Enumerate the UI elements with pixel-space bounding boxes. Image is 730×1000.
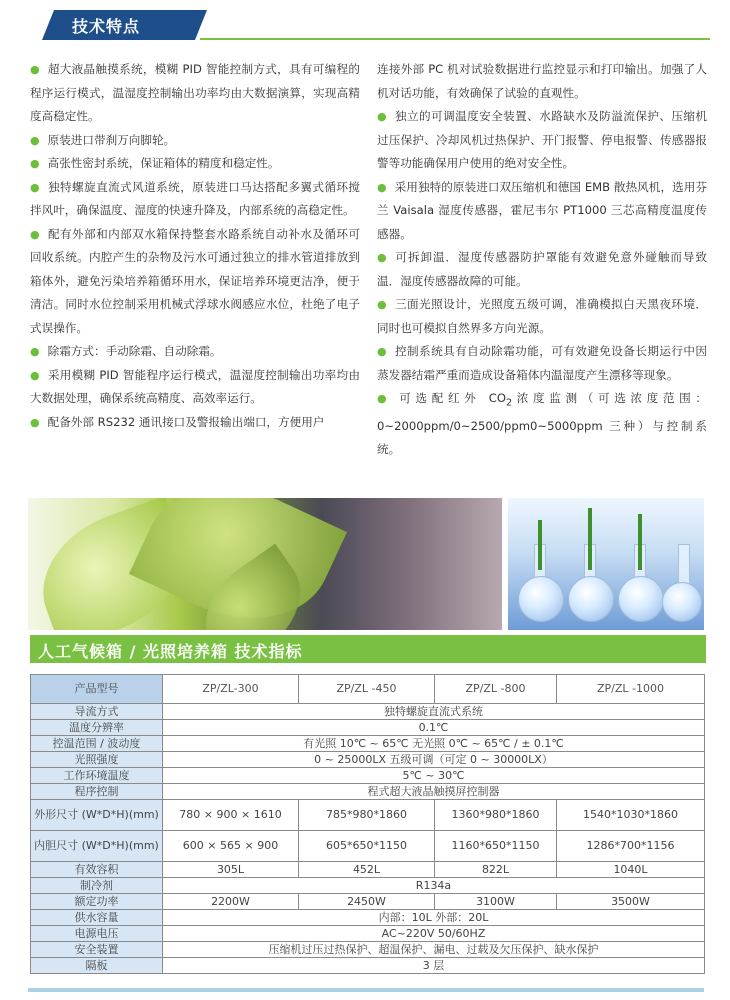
feature-item: ● 控制系统具有自动除霜功能，可有效避免设备长期运行中因蒸发器结霜严重而造成设备箱体内温湿度产生漂移等现象。 xyxy=(377,344,707,382)
feature-item: ● 采用独特的原装进口双压缩机和德国 EMB 散热风机，选用芬兰 Vaisala 湿度传感器，霍尼韦尔 PT1000 三芯高精度温度传感器。 xyxy=(377,179,707,241)
row-value: 2450W xyxy=(299,894,435,910)
row-label: 工作环境温度 xyxy=(31,768,163,784)
row-label: 外形尺寸 (W*D*H)(mm) xyxy=(31,800,163,831)
row-label: 安全装置 xyxy=(31,942,163,958)
feature-item: ● 超大液晶触摸系统，模糊 PID 智能控制方式，具有可编程的程序运行模式，温湿度控制输出功率均由大数据演算，实现高精度高稳定性。 xyxy=(30,62,360,123)
model-cell: ZP/ZL -450 xyxy=(299,675,435,704)
feature-item: ● 可拆卸温．湿度传感器防护罩能有效避免意外碰触而导致温．湿度传感器故障的可能。 xyxy=(377,250,707,288)
table-row xyxy=(31,831,705,862)
feature-item: ● 除霜方式：手动除霜、自动除霜。 xyxy=(30,344,222,358)
spec-table xyxy=(30,674,705,974)
feature-item: ● 原装进口带刹万向脚轮。 xyxy=(30,132,176,147)
leaf-photo xyxy=(28,498,502,630)
flask-icon xyxy=(662,582,702,622)
row-value: AC~220V 50/60HZ xyxy=(163,926,705,942)
feature-item: ● 配有外部和内部双水箱保持整套水路系统自动补水及循环可回收系统。内腔产生的杂物及污水可通过独立的排水管道排放到箱体外，避免污染培养箱循环用水，保证培养环境更洁净，便于清洁。同时水位控制采用机械式浮球水阀感应水位，杜绝了电子式误操作。 xyxy=(30,226,360,335)
row-value: 0.1℃ xyxy=(163,720,705,736)
table-row xyxy=(31,910,705,926)
bullet-icon: ● xyxy=(377,298,388,311)
bullet-icon: ● xyxy=(377,251,388,264)
feature-item: ● 独立的可调温度安全装置、水路缺水及防溢流保护、压缩机过压保护、冷却风机过热保护、开门报警、停电报警、传感器报警等功能确保用户使用的绝对安全性。 xyxy=(377,109,707,170)
row-value: 程式超大液晶触摸屏控制器 xyxy=(163,784,705,800)
feature-item: ● 配备外部 RS232 通讯接口及警报输出端口，方便用户 xyxy=(30,414,325,429)
bullet-icon: ● xyxy=(30,63,40,76)
bullet-icon: ● xyxy=(30,133,40,147)
row-label: 控温范围 / 波动度 xyxy=(31,736,163,752)
row-label: 供水容量 xyxy=(31,910,163,926)
row-value: 305L xyxy=(163,862,299,878)
row-label: 程序控制 xyxy=(31,784,163,800)
row-value: 600 × 565 × 900 xyxy=(163,831,299,862)
footer-rule xyxy=(28,988,704,992)
table-row xyxy=(31,878,705,894)
row-label: 隔板 xyxy=(31,958,163,974)
row-value: 3500W xyxy=(557,894,705,910)
feature-item-continued: 连接外部 PC 机对试验数据进行监控显示和打印输出。加强了人机对话功能，有效确保了试验的直观性。 xyxy=(377,62,707,100)
bullet-icon: ● xyxy=(30,345,40,358)
row-value: R134a xyxy=(163,878,705,894)
row-value: 内部：10L 外部：20L xyxy=(163,910,705,926)
row-value: 压缩机过压过热保护、超温保护、漏电、过载及欠压保护、缺水保护 xyxy=(163,942,705,958)
table-row xyxy=(31,736,705,752)
row-value: 1540*1030*1860 xyxy=(557,800,705,831)
sprout-shape xyxy=(638,514,642,570)
row-label: 电源电压 xyxy=(31,926,163,942)
model-cell: ZP/ZL -1000 xyxy=(557,675,705,704)
row-value: 780 × 900 × 1610 xyxy=(163,800,299,831)
row-label: 额定功率 xyxy=(31,894,163,910)
table-row xyxy=(31,942,705,958)
bullet-icon: ● xyxy=(377,345,388,358)
row-label: 导流方式 xyxy=(31,704,163,720)
row-value: 2200W xyxy=(163,894,299,910)
bullet-icon: ● xyxy=(30,180,41,194)
table-row xyxy=(31,862,705,878)
row-value: 5℃ ~ 30℃ xyxy=(163,768,705,784)
model-cell: ZP/ZL -800 xyxy=(435,675,557,704)
row-label: 光照强度 xyxy=(31,752,163,768)
section-header-rule xyxy=(200,38,710,40)
row-value: 独特螺旋直流式系统 xyxy=(163,704,705,720)
table-row xyxy=(31,720,705,736)
table-row xyxy=(31,894,705,910)
bullet-icon: ● xyxy=(30,157,40,170)
row-value: 1286*700*1156 xyxy=(557,831,705,862)
spec-title-bar xyxy=(30,635,706,663)
row-value: 452L xyxy=(299,862,435,878)
table-row xyxy=(31,926,705,942)
table-row xyxy=(31,958,705,974)
table-row xyxy=(31,768,705,784)
flask-neck xyxy=(678,544,690,586)
table-row xyxy=(31,675,705,704)
bullet-icon: ● xyxy=(377,180,387,194)
table-row xyxy=(31,784,705,800)
row-value: 785*980*1860 xyxy=(299,800,435,831)
table-row xyxy=(31,752,705,768)
row-value: 605*650*1150 xyxy=(299,831,435,862)
row-value: 有光照 10℃ ~ 65℃ 无光照 0℃ ~ 65℃ / ± 0.1℃ xyxy=(163,736,705,752)
bullet-icon: ● xyxy=(30,415,40,429)
feature-item: ● 独特螺旋直流式风道系统，原装进口马达搭配多翼式循环搅拌风叶，确保温度、湿度的快速升降及，内部系统的高稳定性。 xyxy=(30,179,360,217)
feature-item-co2: ● 可选配红外 $CO_2$浓度监测（可选浓度范围：0~2000ppm/0~2500/ppm0~5000ppm 三种）与控制系统。 xyxy=(377,391,707,457)
flask-icon xyxy=(518,576,564,622)
lab-flask-photo xyxy=(508,498,704,630)
spec-title: 人工气候箱 / 光照培养箱 技术指标 xyxy=(38,642,303,661)
table-row xyxy=(31,704,705,720)
feature-item: ● 三面光照设计，光照度五级可调，准确模拟白天黑夜环境．同时也可模拟自然界多方向光源。 xyxy=(377,297,707,335)
row-value: 822L xyxy=(435,862,557,878)
model-cell: ZP/ZL-300 xyxy=(163,675,299,704)
model-label: 产品型号 xyxy=(31,675,163,704)
bullet-icon: ● xyxy=(377,392,392,405)
row-value: 1040L xyxy=(557,862,705,878)
row-value: 0 ~ 25000LX 五级可调（可定 0 ~ 30000LX） xyxy=(163,752,705,768)
section-title: 技术特点 xyxy=(72,17,141,36)
row-label: 制冷剂 xyxy=(31,878,163,894)
flask-icon xyxy=(568,576,614,622)
sprout-shape xyxy=(588,508,592,570)
row-value: 1160*650*1150 xyxy=(435,831,557,862)
feature-item: ● 采用模糊 PID 智能程序运行模式，温湿度控制输出功率均由大数据处理，确保系统高精度、高效率运行。 xyxy=(30,367,360,405)
section-header xyxy=(30,10,710,42)
sprout-shape xyxy=(538,520,542,570)
table-row xyxy=(31,800,705,831)
row-label: 内胆尺寸 (W*D*H)(mm) xyxy=(31,831,163,862)
row-value: 3 层 xyxy=(163,958,705,974)
feature-item: ● 高张性密封系统，保证箱体的精度和稳定性。 xyxy=(30,156,280,170)
feature-column-left xyxy=(30,58,360,434)
row-value: 1360*980*1860 xyxy=(435,800,557,831)
bullet-icon: ● xyxy=(30,227,41,241)
bullet-icon: ● xyxy=(377,110,388,123)
row-label: 有效容积 xyxy=(31,862,163,878)
bullet-icon: ● xyxy=(30,368,40,382)
row-label: 温度分辨率 xyxy=(31,720,163,736)
flask-icon xyxy=(618,576,664,622)
row-value: 3100W xyxy=(435,894,557,910)
feature-column-right xyxy=(377,58,707,462)
